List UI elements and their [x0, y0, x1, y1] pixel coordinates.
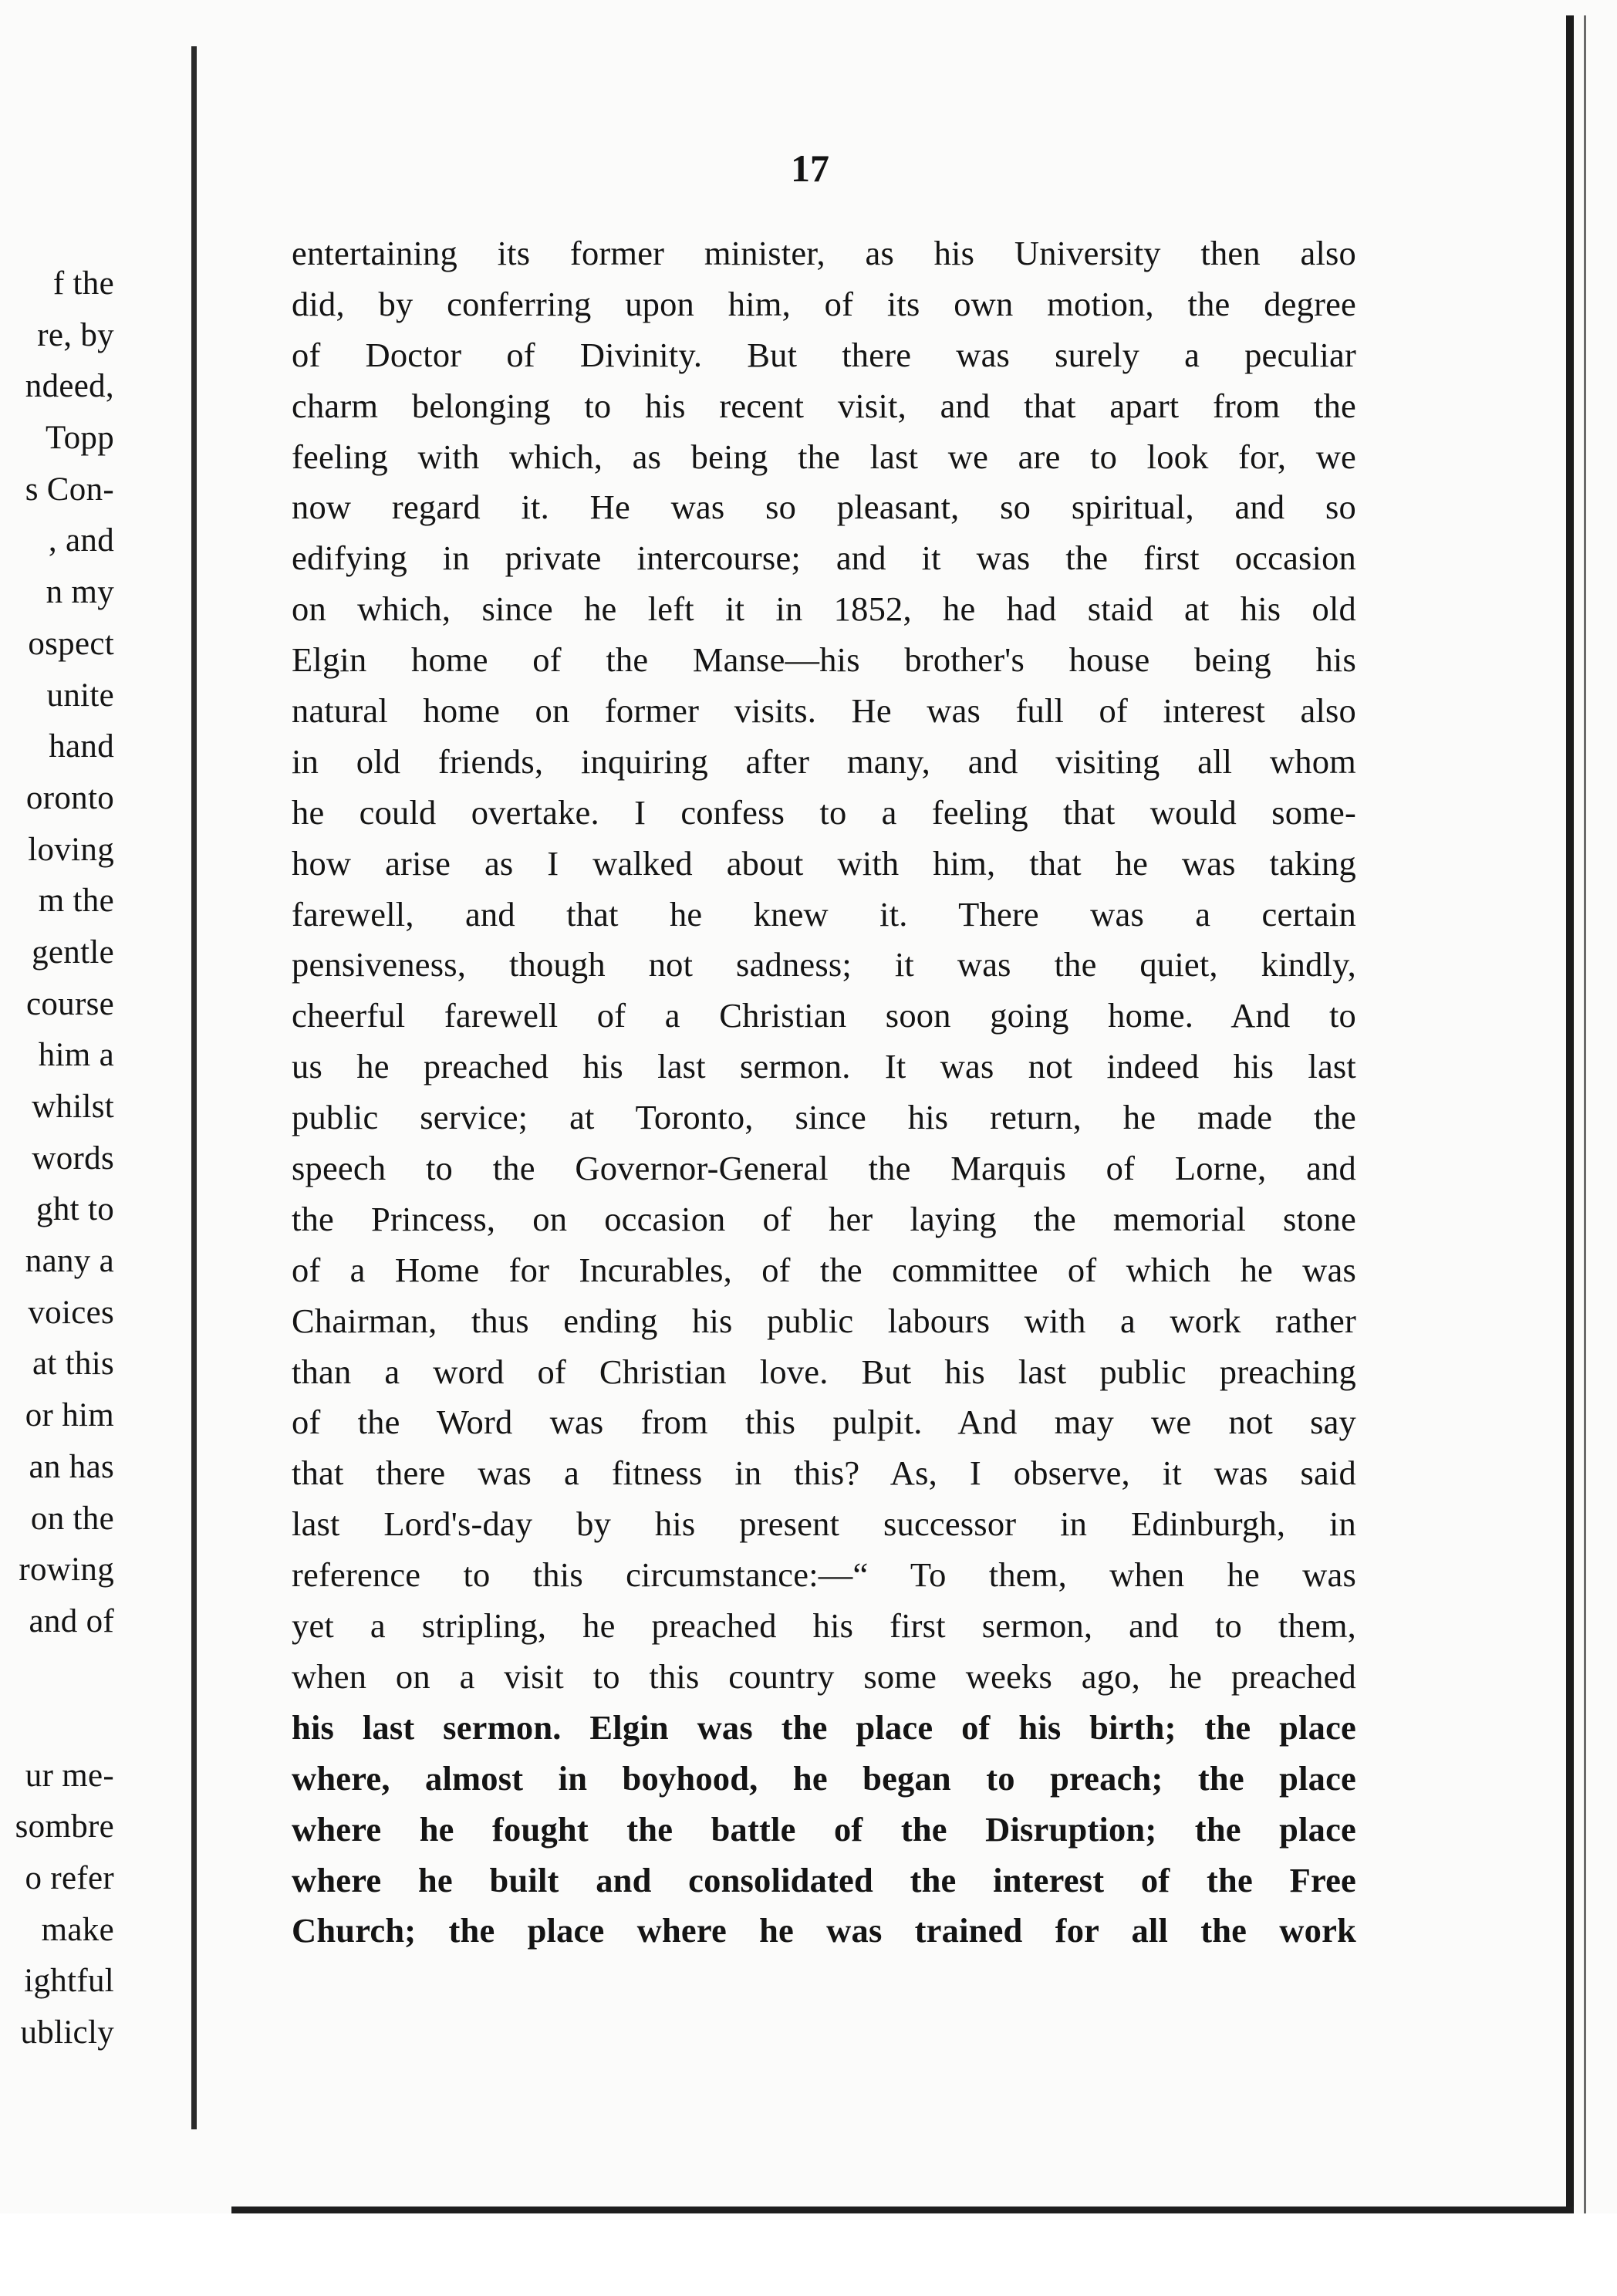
previous-page-line: o refer — [25, 1859, 114, 1896]
previous-page-line: on the — [30, 1500, 114, 1537]
previous-page-line: loving — [28, 831, 114, 868]
text-line: Chairman, thus ending his public labours with a work rather — [292, 1301, 1356, 1340]
text-line: his last sermon. Elgin was the place of his birth; the place — [292, 1707, 1356, 1747]
text-line: pensiveness, though not sadness; it was the quiet, kindly, — [292, 945, 1356, 984]
previous-page-line: course — [25, 985, 114, 1022]
text-line: where he fought the battle of the Disruption; the place — [292, 1809, 1356, 1849]
previous-page-line: or him — [25, 1397, 114, 1434]
text-line: the Princess, on occasion of her laying the memorial stone — [292, 1199, 1356, 1238]
previous-page-line: make — [41, 1911, 114, 1948]
previous-page-upper-block — [0, 258, 114, 1648]
text-line: reference to this circumstance:—“ To them, when he was — [292, 1555, 1356, 1595]
text-line: than a word of Christian love. But his last public preaching — [292, 1352, 1356, 1391]
text-line: yet a stripling, he preached his first sermon, and to them, — [292, 1606, 1356, 1646]
previous-page-line: ightful — [24, 1963, 114, 2000]
previous-page-line: f the — [52, 265, 114, 302]
previous-page-line: whilst — [32, 1089, 114, 1125]
text-line: public service; at Toronto, since his return, he made the — [292, 1098, 1356, 1137]
previous-page-line: m the — [38, 883, 114, 920]
scan-border-bottom — [231, 2207, 1574, 2213]
body-text — [292, 228, 1356, 1957]
previous-page-line: an has — [29, 1448, 114, 1485]
text-line: where, almost in boyhood, he began to preach; the place — [292, 1758, 1356, 1798]
text-line: he could overtake. I confess to a feeling that would some- — [292, 792, 1356, 832]
text-line: how arise as I walked about with him, that he was taking — [292, 843, 1356, 883]
previous-page-line: ospect — [28, 625, 114, 662]
text-line: of the Word was from this pulpit. And may we not say — [292, 1403, 1356, 1442]
text-line: cheerful farewell of a Christian soon going home. And to — [292, 996, 1356, 1035]
previous-page-line: nany a — [25, 1243, 114, 1280]
previous-page-line: and of — [29, 1602, 114, 1639]
previous-page-line: s Con- — [25, 471, 114, 508]
previous-page-line: ght to — [36, 1191, 114, 1228]
text-line: Church; the place where he was trained for all the work — [292, 1911, 1356, 1950]
previous-page-line: gentle — [32, 934, 114, 971]
previous-page-line: at this — [32, 1346, 114, 1383]
scan-margin-bottom — [0, 2213, 1617, 2296]
previous-page-line: voices — [28, 1294, 114, 1331]
previous-page-line: unite — [46, 677, 114, 714]
previous-page-line: hand — [49, 728, 114, 765]
text-line: natural home on former visits. He was full of interest also — [292, 691, 1356, 731]
gutter-edge — [191, 46, 197, 2129]
previous-page-line: Topp — [46, 420, 114, 457]
text-line: of Doctor of Divinity. But there was surely a peculiar — [292, 335, 1356, 374]
scan-border-right-thin — [1584, 15, 1586, 2222]
text-line: feeling with which, as being the last we are to look for, we — [292, 437, 1356, 476]
text-line: when on a visit to this country some weeks ago, he preached — [292, 1656, 1356, 1696]
text-line: on which, since he left it in 1852, he had staid at his old — [292, 589, 1356, 629]
text-line: of a Home for Incurables, of the committee of which he was — [292, 1250, 1356, 1289]
previous-page-fragment — [0, 258, 114, 2059]
page-number: 17 — [791, 147, 829, 190]
text-line: last Lord's-day by his present successor in Edinburgh, in — [292, 1504, 1356, 1544]
previous-page-line: oronto — [25, 779, 114, 816]
previous-page-line: him a — [38, 1037, 114, 1074]
text-line: Elgin home of the Manse—his brother's house being his — [292, 640, 1356, 680]
previous-page-line: , and — [48, 522, 114, 559]
text-line: entertaining its former minister, as his University then also — [292, 234, 1356, 272]
previous-page-lower-block — [0, 1751, 114, 2059]
text-line: us he preached his last sermon. It was not indeed his last — [292, 1047, 1356, 1086]
text-line: charm belonging to his recent visit, and that apart from the — [292, 386, 1356, 425]
previous-page-line: ur me- — [25, 1757, 114, 1794]
previous-page-line: ndeed, — [25, 368, 114, 405]
text-line: did, by conferring upon him, of its own motion, the degree — [292, 284, 1356, 323]
previous-page-gap — [0, 1648, 114, 1751]
previous-page-line: re, by — [37, 316, 114, 353]
previous-page-line: words — [32, 1140, 114, 1177]
previous-page-line: n my — [46, 574, 114, 611]
scan-border-right — [1566, 15, 1574, 2222]
text-line: where he built and consolidated the interest of the Free — [292, 1860, 1356, 1899]
previous-page-line: sombre — [15, 1808, 114, 1845]
text-line: speech to the Governor-General the Marquis of Lorne, and — [292, 1149, 1356, 1188]
previous-page-line: rowing — [19, 1551, 114, 1589]
text-line: farewell, and that he knew it. There was a certain — [292, 894, 1356, 934]
text-line: edifying in private intercourse; and it was the first occasion — [292, 539, 1356, 578]
previous-page-line: ublicly — [20, 2014, 114, 2051]
text-line: in old friends, inquiring after many, and visiting all whom — [292, 741, 1356, 781]
text-line: now regard it. He was so pleasant, so spiritual, and so — [292, 488, 1356, 527]
text-line: that there was a fitness in this? As, I observe, it was said — [292, 1454, 1356, 1493]
